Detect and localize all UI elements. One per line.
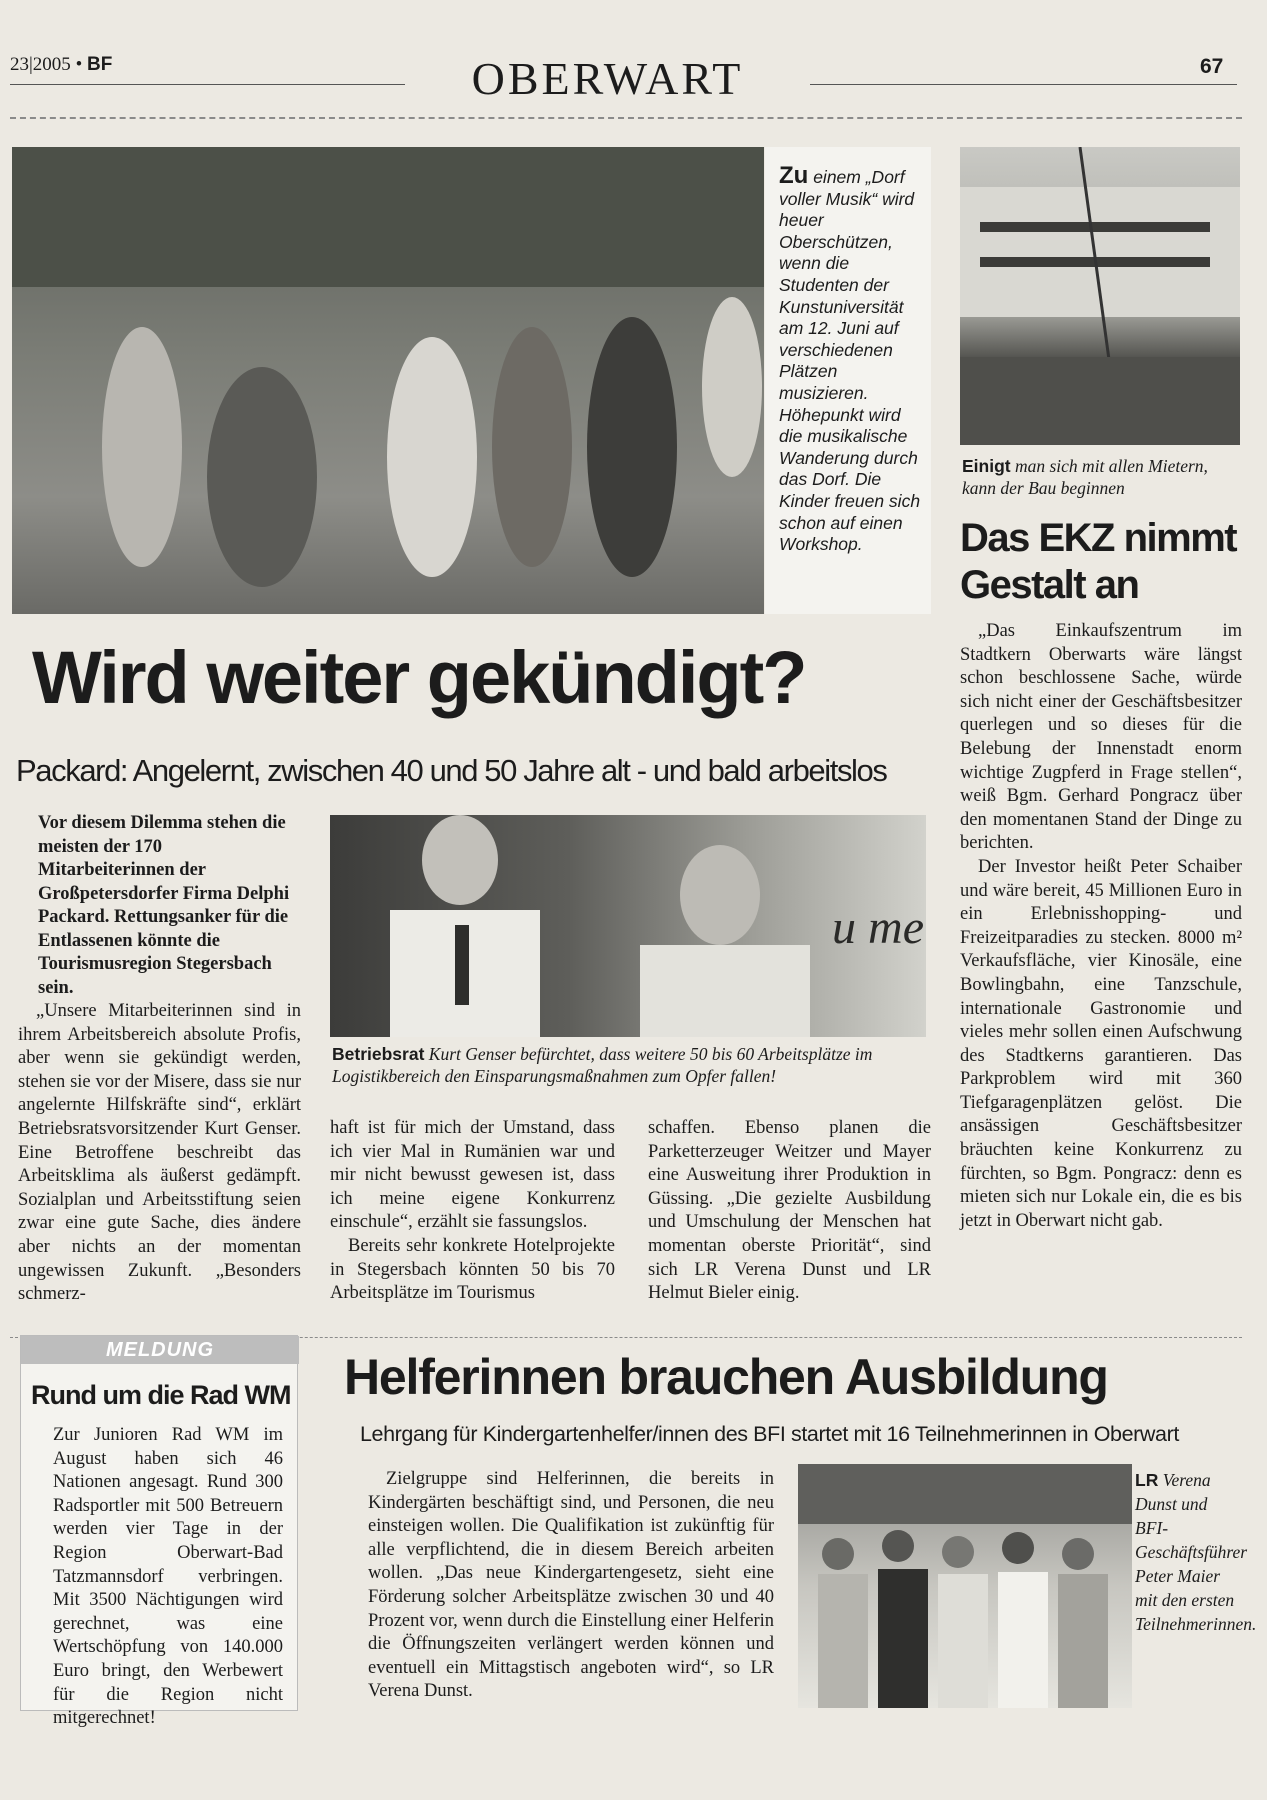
ekz-headline	[960, 515, 1236, 609]
meldung-label: MELDUNG	[21, 1336, 299, 1364]
packard-headline: Wird weiter gekündigt?	[32, 636, 806, 719]
meldung-box	[20, 1335, 298, 1729]
packard-lead: Vor diesem Dilemma stehen die meisten der 170 Mitarbeiterinnen der Großpetersdorfer Firma Delphi Packard. Rettungsanker für die Entlassenen könnte die Tourismusregion Stegersbach sein.	[38, 813, 290, 998]
packard-col2-text-a: haft ist für mich der Umstand, dass ich vier Mal in Rumänien war und mir nicht bewusst gewesen ist, dass ich meine eigene Konkurrenz einschule“, erzählt sie fassungslos.	[330, 1118, 615, 1233]
music-caption-lead: Zu	[779, 162, 809, 189]
music-caption	[765, 147, 931, 614]
ekz-headline-line2: Gestalt an	[960, 563, 1139, 607]
packard-col1	[18, 1000, 301, 1307]
ekz-caption	[962, 456, 1242, 499]
ekz-caption-text: man sich mit allen Mietern, kann der Bau beginnen	[962, 456, 1208, 498]
ekz-paragraph-2: Der Investor heißt Peter Schaiber und wäre bereit, 45 Millionen Euro in ein Erlebnisshopping- und Freizeitparadies zu stecken. 8000 m² Verkaufsfläche, vier Kinosäle, eine Bowlingbahn, eine Tanzschule, internationale Gastronomie und vieles mehr sollen einen Aufschwung des Stadtkerns garantieren. Das Parkproblem wird mit 360 Tiefgaragenplätzen gelöst. Die ansässigen Geschäftsbesitzer bräuchten keine Konkurrenz zu fürchten, so Bgm. Pongracz: denn es mieten sich nur Lokale ein, die es bis jetzt in Oberwart nicht gab.	[960, 856, 1242, 1231]
packard-photo-sign: u me	[832, 901, 924, 954]
ekz-headline-line1: Das EKZ nimmt	[960, 516, 1237, 560]
bfi-caption-text: Verena Dunst und BFI-Geschäftsführer Peter Maier mit den ersten Teilnehmerinnen.	[1135, 1470, 1257, 1634]
packard-col2	[330, 1117, 615, 1306]
ekz-photo	[960, 147, 1240, 445]
packard-col1-text: „Unsere Mitarbeiterinnen sind in ihrem Arbeitsbereich absolute Profis, aber wenn sie gekündigt werden, stehen sie vor der Misere, dass sie nur angelernte Hilfskräfte sind“, erklärt Betriebsratsvorsitzender Kurt Genser. Eine Betroffene beschreibt das Arbeitsklima als äußerst gedämpft. Sozialplan und Arbeitsstiftung seien zwar eine gute Sache, dies ändere aber nichts an der momentan ungewissen Zukunft. „Besonders schmerz-	[18, 1001, 301, 1305]
packard-subheadline: Packard: Angelernt, zwischen 40 und 50 Jahre alt - und bald arbeitslos	[16, 753, 887, 788]
packard-photo-caption	[332, 1044, 932, 1087]
ekz-caption-lead: Einigt	[962, 456, 1011, 476]
bfi-photo	[798, 1464, 1132, 1708]
packard-col3-text: schaffen. Ebenso planen die Parketterzeuger Weitzer und Mayer eine Ausweitung ihrer Produktion in Güssing. „Die gezielte Ausbildung und Umschulung der Menschen hat momentan oberste Priorität“, sind sich LR Verena Dunst und LR Helmut Bieler einig.	[648, 1118, 931, 1304]
ekz-paragraph-1: „Das Einkaufszentrum im Stadtkern Oberwarts wäre längst schon beschlossene Sache, würde sich nicht einer der Geschäftsbesitzer querlegen und so dieses für die Belebung der Innenstadt enorm wichtige Zugpferd in Frage stellen“, weiß Bgm. Gerhard Pongracz über den momentanen Stand der Dinge zu berichten.	[960, 621, 1242, 854]
bfi-subheadline: Lehrgang für Kindergartenhelfer/innen des BFI startet mit 16 Teilnehmerinnen in Oberwart	[360, 1422, 1179, 1446]
section-title: OBERWART	[471, 53, 744, 104]
music-photo	[12, 147, 764, 614]
packard-col2-text-b: Bereits sehr konkrete Hotelprojekte in Stegersbach könnten 50 bis 70 Arbeitsplätze im Tourismus	[330, 1235, 615, 1304]
meldung-title: Rund um die Rad WM	[31, 1380, 291, 1410]
bfi-body-text: Zielgruppe sind Helferinnen, die bereits in Kindergärten beschäftigt sind, und Personen, die neu einsteigen wollen. Die Qualifikation ist zukünftig für alle verpflichtend, die in diesem Bereich arbeiten wollen. „Das neue Kindergartengesetz, sieht eine Förderung solcher Arbeitsplätze zwischen 30 und 40 Prozent vor, wenn durch die Einstellung einer Helferin die Öffnungszeiten verlängert werden können und eventuell ein Mittagstisch angeboten wird“, so LR Verena Dunst.	[368, 1469, 774, 1702]
bullet: •	[75, 54, 83, 75]
meldung-body: Zur Junioren Rad WM im August haben sich 46 Nationen angesagt. Rund 300 Radsportler mit 500 Betreuern werden vier Tage in der Region Oberwart-Bad Tatzmannsdorf verbringen. Mit 3500 Nächtigungen wird gerechnet, was eine Wertschöpfung von 140.000 Euro bringt, den Werbewert für die Region nicht mitgerechnet!	[53, 1425, 283, 1729]
page-header	[0, 0, 1267, 120]
music-caption-text: einem „Dorf voller Musik“ wird heuer Oberschützen, wenn die Studenten der Kunstuniversität am 12. Juni auf verschiedenen Plätzen musizieren. Höhepunkt wird die musikalische Wanderung durch das Dorf. Die Kinder freuen sich schon auf einen Workshop.	[779, 167, 921, 555]
bfi-caption-lead: LR	[1135, 1470, 1159, 1490]
bfi-headline: Helferinnen brauchen Ausbildung	[344, 1349, 1108, 1405]
issue-line	[10, 54, 112, 76]
ekz-body	[960, 620, 1242, 1233]
packard-photo-caption-text: Kurt Genser befürchtet, dass weitere 50 bis 60 Arbeitsplätze im Logistikbereich den Einsparungsmaßnahmen zum Opfer fallen!	[332, 1044, 873, 1086]
packard-col3	[648, 1117, 931, 1306]
issue-number: 23|2005	[10, 54, 71, 75]
packard-photo	[330, 815, 926, 1037]
bfi-caption	[1135, 1468, 1257, 1636]
bfi-body	[368, 1468, 774, 1704]
paper-logo: BF	[86, 54, 113, 75]
page-number: 67	[1200, 55, 1224, 78]
packard-photo-caption-lead: Betriebsrat	[332, 1044, 425, 1064]
